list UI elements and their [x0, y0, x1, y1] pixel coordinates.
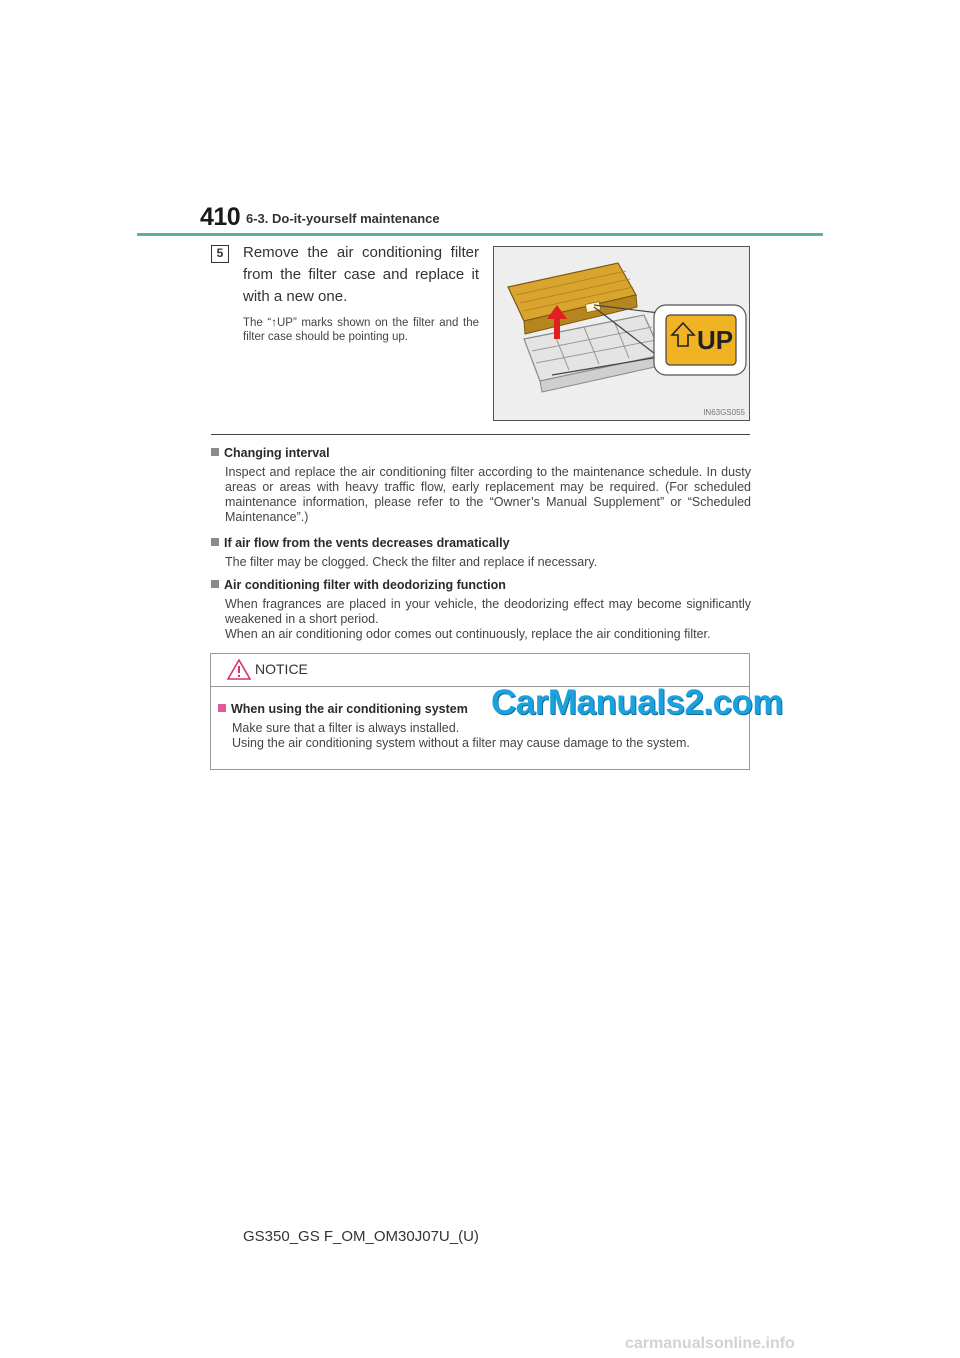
info-item-body: The filter may be clogged. Check the filter and replace if necessary. — [225, 555, 598, 569]
info-item-air-flow — [211, 535, 751, 570]
watermark-logo: CarManuals2.com — [491, 683, 784, 722]
filter-diagram — [494, 247, 749, 420]
notice-title: NOTICE — [255, 661, 308, 677]
step-note: The “↑UP” marks shown on the filter and the filter case should be pointing up. — [243, 317, 479, 343]
info-item-deodorizing — [211, 577, 751, 642]
notice-line-2: Using the air conditioning system without a filter may cause damage to the system. — [232, 736, 690, 750]
footer-site-watermark: carmanualsonline.info — [625, 1335, 795, 1352]
warning-triangle-icon — [227, 659, 251, 680]
page-number: 410 — [200, 203, 241, 231]
info-item-title: Air conditioning filter with deodorizing function — [224, 578, 506, 592]
square-bullet-icon — [211, 538, 219, 546]
info-item-changing-interval — [211, 445, 751, 525]
footer-model-code: GS350_GS F_OM_OM30J07U_(U) — [243, 1228, 479, 1245]
up-label-callout — [654, 305, 746, 375]
step-number-badge: 5 — [211, 245, 229, 263]
illustration-code: IN63GS055 — [703, 408, 745, 417]
square-bullet-icon — [211, 580, 219, 588]
info-item-body-2: When an air conditioning odor comes out continuously, replace the air conditioning filter. — [225, 627, 711, 641]
header-rule — [137, 233, 823, 236]
notice-line-1: Make sure that a filter is always installed. — [232, 721, 460, 735]
info-item-body: Inspect and replace the air conditioning filter according to the maintenance schedule. In dusty areas or areas with heavy traffic flow, early replacement may be required. (For scheduled maintenance information, please refer to the “Owner’s Manual Supplement” or “Scheduled Maintenance”.) — [225, 465, 751, 524]
filter-illustration — [493, 246, 750, 421]
up-label-text: UP — [697, 325, 734, 355]
square-bullet-icon — [211, 448, 219, 456]
info-item-body: When fragrances are placed in your vehicle, the deodorizing effect may become significantly weakened in a short period. — [225, 597, 751, 626]
info-item-title: If air flow from the vents decreases dramatically — [224, 536, 510, 550]
section-divider — [211, 434, 750, 435]
notice-item-title: When using the air conditioning system — [231, 702, 468, 716]
step-instruction: Remove the air conditioning filter from the filter case and replace it with a new one. — [243, 244, 479, 305]
section-title: 6-3. Do-it-yourself maintenance — [246, 211, 440, 226]
square-bullet-icon — [218, 704, 226, 712]
info-item-title: Changing interval — [224, 446, 330, 460]
